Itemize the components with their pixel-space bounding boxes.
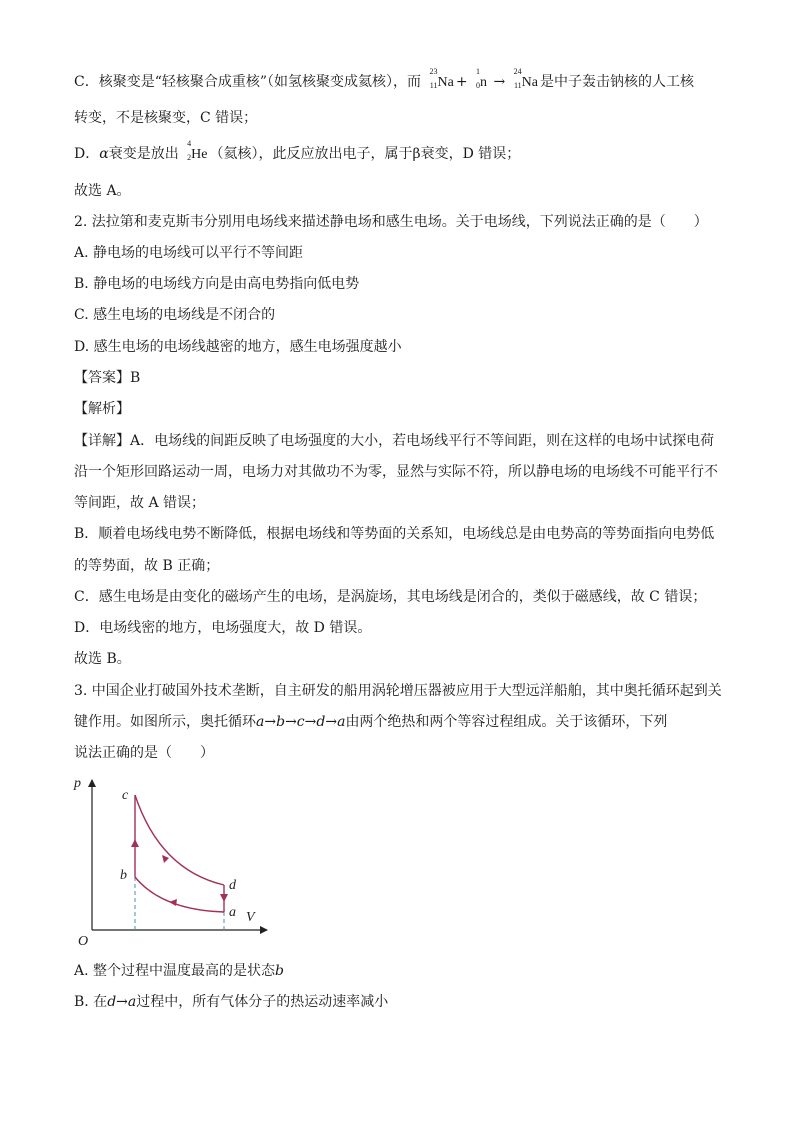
q3-stem-line2: 键作用。如图所示，奥托循环a→b→c→d→a由两个绝热和两个等容过程组成。关于该循环，下列 bbox=[74, 714, 668, 730]
q3-option-a: A. 整个过程中温度最高的是状态b bbox=[74, 963, 284, 979]
q1-conclusion: 故选 A。 bbox=[74, 183, 131, 199]
q3-stem-line3: 说法正确的是（ ） bbox=[74, 745, 214, 761]
q2-explanation-line: 【详解】A．电场线的间距反映了电场强度的大小，若电场线平行不等间距，则在这样的电场中试探电荷 bbox=[74, 433, 715, 449]
helium-4-nuclide: 4 2 He bbox=[187, 139, 208, 162]
q2-explanation-line: D．电场线密的地方，电场强度大，故 D 错误。 bbox=[74, 620, 372, 636]
otto-cycle-pv-diagram bbox=[72, 775, 272, 953]
q2-conclusion: 故选 B。 bbox=[74, 651, 131, 667]
q2-option-c: C. 感生电场的电场线是不闭合的 bbox=[74, 307, 276, 323]
v-axis-label: V bbox=[246, 910, 255, 925]
sodium-23-nuclide: 23 11 Na bbox=[429, 67, 454, 90]
q1-option-c-explanation-line2: 转变，不是核聚变，C 错误； bbox=[74, 110, 258, 126]
arrow-up-icon bbox=[131, 839, 139, 847]
q1-option-c-explanation-line1: C．核聚变是“轻核聚合成重核”（如氢核聚变成氦核），而 23 11 Na + 1 0 n → 24 11 Na 是中子轰击钠核的人工核 bbox=[74, 72, 734, 93]
q2-stem: 2. 法拉第和麦克斯韦分别用电场线来描述静电场和感生电场。关于电场线，下列说法正确的是（ ） bbox=[74, 214, 708, 230]
sodium-24-nuclide: 24 11 Na bbox=[513, 67, 538, 90]
point-a-label: a bbox=[229, 905, 236, 920]
p-axis-label: p bbox=[74, 776, 81, 791]
q2-option-d: D. 感生电场的电场线越密的地方，感生电场强度越小 bbox=[74, 339, 402, 355]
q3-stem-line1: 3. 中国企业打破国外技术垄断，自主研发的船用涡轮增压器被应用于大型远洋船舶，其中奥托循环起到关 bbox=[74, 683, 722, 699]
point-d-label: d bbox=[229, 878, 236, 893]
q2-option-a: A. 静电场的电场线可以平行不等间距 bbox=[74, 245, 304, 261]
arrow-down-right-icon bbox=[162, 855, 169, 863]
neutron-nuclide: 1 0 n bbox=[476, 67, 487, 90]
arrow-down-icon bbox=[220, 894, 228, 902]
q1-option-d-explanation: D．α衰变是放出 4 2 He （氦核），此反应放出电子，属于β衰变，D 错误； bbox=[74, 144, 734, 165]
q2-answer: 【答案】B bbox=[74, 370, 141, 386]
point-c-label: c bbox=[122, 788, 129, 803]
origin-label: O bbox=[78, 934, 89, 949]
q2-analysis-heading: 【解析】 bbox=[74, 401, 130, 417]
q2-explanation-line: 等间距，故 A 错误； bbox=[74, 495, 206, 511]
q2-explanation-line: 的等势面，故 B 正确； bbox=[74, 558, 220, 574]
q2-explanation-line: C．感生电场是由变化的磁场产生的电场，是涡旋场，其电场线是闭合的，类似于磁感线，故 C 错误； bbox=[74, 589, 707, 605]
process-c-to-d bbox=[135, 795, 224, 885]
point-b-label: b bbox=[120, 868, 127, 883]
process-a-to-b bbox=[135, 877, 224, 912]
q2-explanation-line: B．顺着电场线电势不断降低，根据电场线和等势面的关系知，电场线总是由电势高的等势面指向电势低 bbox=[74, 526, 715, 542]
q3-option-b: B. 在d→a过程中，所有气体分子的热运动速率减小 bbox=[74, 994, 389, 1010]
q2-explanation-line: 沿一个矩形回路运动一周，电场力对其做功不为零，显然与实际不符，所以静电场的电场线不可能平行不 bbox=[74, 464, 718, 480]
arrow-left-icon bbox=[169, 899, 177, 906]
q2-option-b: B. 静电场的电场线方向是由高电势指向低电势 bbox=[74, 276, 360, 292]
